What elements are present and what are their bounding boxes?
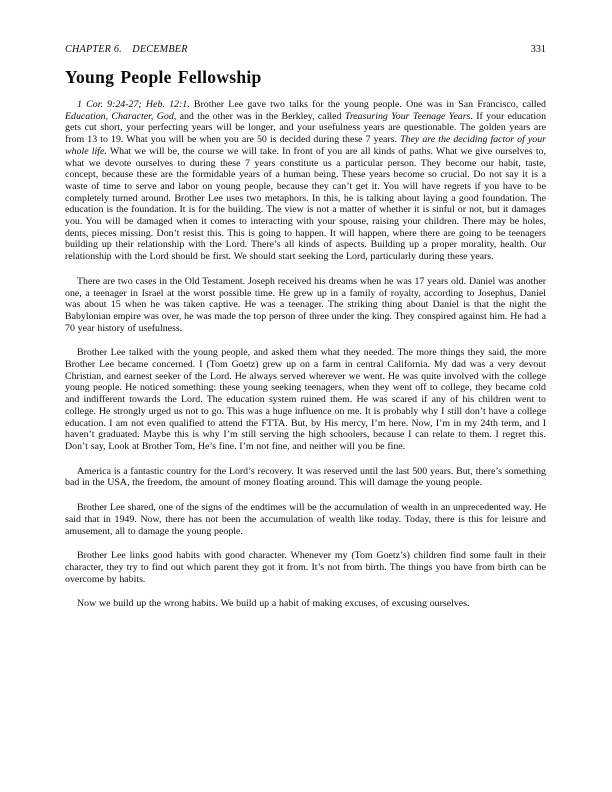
text-run: Brother Lee talked with the young people, and asked them what they needed. The more things they said, the more Brother Lee became concerned. I (Tom Goetz) grew up on a farm in central California. My dad was a very devout Christian, and earnest seeker of the Lord. He always served wherever we went. He was quite involved with the college young people. He noticed something: these young seeking teenagers, when they went off to college, they became cold and indifferent towards the Lord. The education system ruined them. He was scared if any of his children went to college. He strongly urged us not to go. This was a huge influence on me. It is probably why I still don’t have a college education. I am not even qualified to attend the FTTA. But, by His mercy, I’m here. Now, I’m in my 24th term, and I haven’t graduated. Maybe this is why I’m still serving the high schoolers, because I can relate to them. I regret this. Don’t say, Look at Brother Tom, He’s fine. I’m not fine, and neither will you be fine. (65, 347, 546, 452)
paragraph-7 (65, 598, 546, 610)
talk-title-berkley: Treasuring Your Teenage Years (344, 110, 471, 122)
section-title: Young People Fellowship (65, 67, 262, 87)
running-header (65, 44, 546, 56)
text-run: . Brother Lee gave two talks for the young people. One was in San Francisco, called (187, 99, 546, 110)
text-run: America is a fantastic country for the Lord’s recovery. It was reserved until the last 500 years. But, there’s something bad in the USA, the freedom, the amount of money floating around. This will damage the young people. (65, 465, 546, 489)
emphasized-sentence: They are the deciding factor of your whole life. (65, 134, 546, 157)
chapter-running-head: CHAPTER 6. DECEMBER (65, 44, 188, 55)
paragraph-1 (65, 99, 546, 263)
text-run: , and the other was in the Berkley, called (173, 110, 345, 122)
paragraph-4 (65, 466, 546, 489)
text-run: Brother Lee links good habits with good character. Whenever my (Tom Goetz’s) children find some fault in their character, they try to find out which parent they got it from. It’s not from birth. The things you have from birth can be overcome by habits. (65, 550, 546, 585)
page-number: 331 (530, 44, 546, 55)
paragraph-5 (65, 502, 546, 537)
scripture-reference: 1 Cor. 9:24-27; Heb. 12:1 (77, 99, 188, 110)
text-run: What we will be, the course we will take. In front of you are all kinds of paths. What we give ourselves to, what we devote ourselves to during these 7 years constitute us a particular person. They become our habit, taste, concept, because these are the formidable years of a human being. These years become so crucial. Do not say it is a waste of time to serve and labor on young people, because they can’t get it. You will have regrets if you have to be completely turned around. Brother Lee uses two metaphors. In this, he is talking about laying a good foundation. The education is the foundation. It is for the building. The view is not a matter of whether it is sinful or not, but it damages you. You will be damaged when it comes to interacting with your spouse, raising your children. There may be holes, dents, pieces missing. Don’t resist this. This is going to happen. It will happen, where there are going to be teenagers building up their relationship with the Lord. There’s all kinds of aspects. Building up a proper morality, health. Our relationship with the Lord should be first. We should start seeking the Lord, particularly during these years. (65, 145, 546, 263)
text-run: . If your education gets cut short, your perfecting years will be longer, and your usefulness years are questionable. The golden years are from 13 to 19. What you will be when you are 50 is decided during these 7 years. (65, 110, 547, 146)
paragraph-2 (65, 276, 546, 335)
text-run: Brother Lee shared, one of the signs of the endtimes will be the accumulation of wealth in an unprecedented way. He said that in 1949. Now, there has not been the accumulation of wealth like today. Today, there is this for leisure and amusement, all to damage the young people. (65, 502, 546, 537)
text-block (65, 44, 546, 610)
text-run: Now we build up the wrong habits. We build up a habit of making excuses, of excusing ourselves. (77, 598, 470, 610)
text-run: There are two cases in the Old Testament. Joseph received his dreams when he was 17 years old. Daniel was another one, a teenager in Israel at the worst possible time. He grew up in a family of royalty, according to Josephus, Daniel was about 15 when he was taken captive. He was a teenager. The striking thing about Daniel is that the night the Babylonian empire was over, he was made the top person of three under the king. They conspired against him. He had a 70 year history of usefulness. (65, 275, 546, 334)
talk-title-san-francisco: Education, Character, God (65, 110, 174, 122)
paragraph-6 (65, 550, 546, 585)
paragraph-3 (65, 347, 546, 452)
